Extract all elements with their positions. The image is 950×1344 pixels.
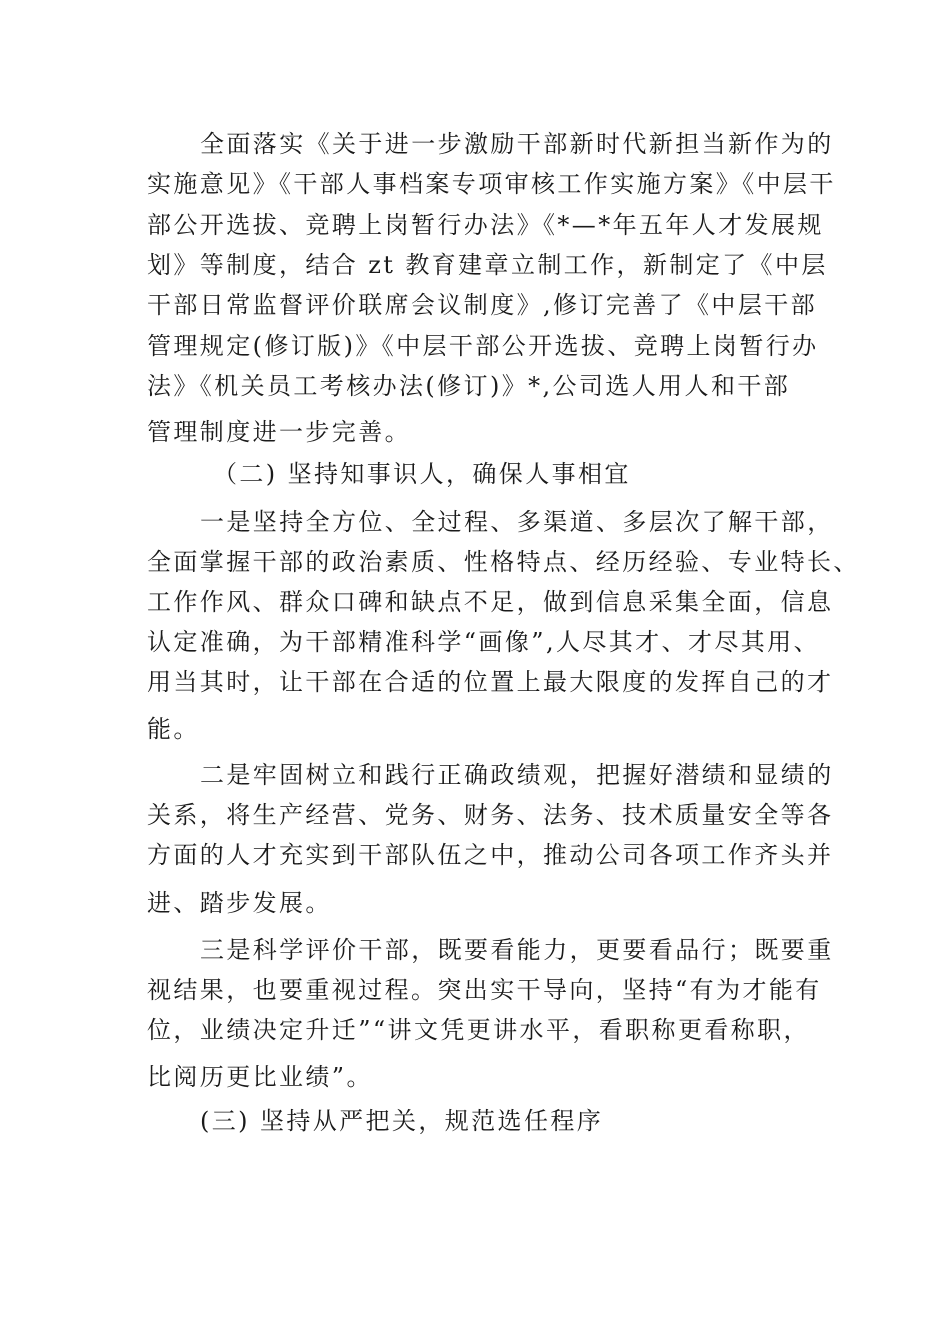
paragraph-1-line-7: 法》《机关员工考核办法(修订)》*,公司选人用人和干部 [147,372,791,400]
paragraph-2-line-5: 用当其时，让干部在合适的位置上最大限度的发挥自己的才 [147,668,834,696]
paragraph-4-line-4: 比阅历更比业绩”。 [147,1063,373,1091]
paragraph-1-line-2: 实施意见》《干部人事档案专项审核工作实施方案》《中层干 [147,170,836,198]
paragraph-4-line-1: 三是科学评价干部，既要看能力，更要看品行；既要重 [200,936,834,964]
paragraph-1-line-6: 管理规定(修订版)》《中层干部公开选拔、竞聘上岗暂行办 [147,332,819,360]
paragraph-2-line-2: 全面掌握干部的政治素质、性格特点、经历经验、专业特长、 [147,548,860,576]
paragraph-4-line-2: 视结果，也要重视过程。突出实干导向，坚持“有为才能有 [147,976,822,1004]
paragraph-1-line-1: 全面落实《关于进一步激励干部新时代新担当新作为的 [200,130,834,158]
paragraph-1-line-3: 部公开选拔、竞聘上岗暂行办法》《*—*年五年人才发展规 [147,211,824,239]
paragraph-1-line-4: 划》等制度，结合 zt 教育建章立制工作，新制定了《中层 [147,251,828,279]
paragraph-3-line-4: 进、踏步发展。 [147,889,332,917]
paragraph-2-line-6: 能。 [147,715,200,743]
section-heading-2: （二) 坚持知事识人，确保人事相宜 [213,460,631,488]
section-heading-3: (三) 坚持从严把关，规范选任程序 [200,1107,604,1135]
paragraph-4-line-3: 位，业绩决定升迁”“讲文凭更讲水平，看职称更看称职， [147,1016,810,1044]
paragraph-3-line-2: 关系，将生产经营、党务、财务、法务、技术质量安全等各 [147,801,834,829]
paragraph-3-line-1: 二是牢固树立和践行正确政绩观，把握好潜绩和显绩的 [200,761,834,789]
paragraph-2-line-3: 工作作风、群众口碑和缺点不足，做到信息采集全面，信息 [147,588,834,616]
paragraph-2-line-4: 认定准确，为干部精准科学“画像”,人尽其才、才尽其用、 [147,628,820,656]
paragraph-3-line-3: 方面的人才充实到干部队伍之中，推动公司各项工作齐头并 [147,841,834,869]
paragraph-2-line-1: 一是坚持全方位、全过程、多渠道、多层次了解干部， [200,508,834,536]
paragraph-1-line-8: 管理制度进一步完善。 [147,418,411,446]
paragraph-1-line-5: 干部日常监督评价联席会议制度》,修订完善了《中层干部 [147,291,818,319]
